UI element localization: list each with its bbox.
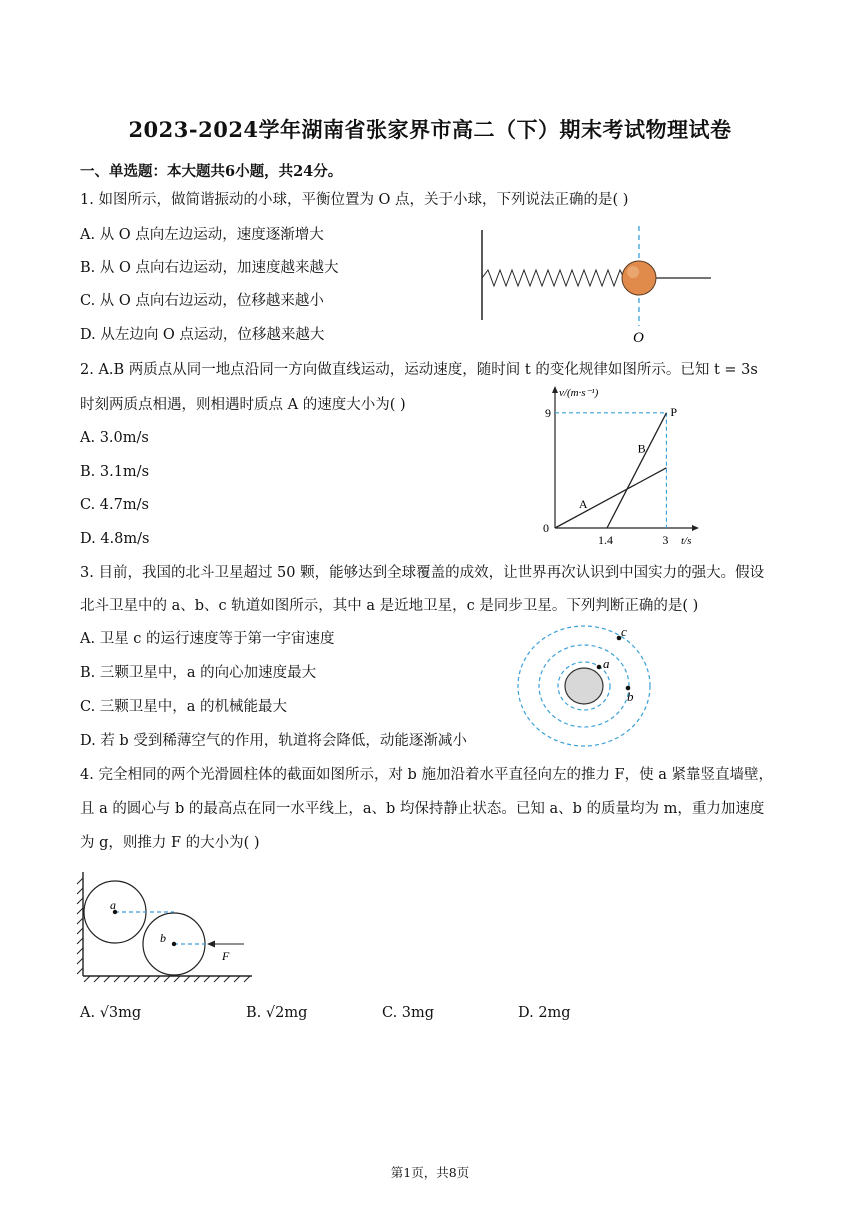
orbit-label-a: a (603, 656, 610, 671)
origin-label: O (633, 330, 644, 346)
series-label-b: B (637, 441, 646, 456)
q4-option-d[interactable]: D. 2mg (518, 1005, 571, 1021)
q1-option-a[interactable]: A. 从 O 点向左边运动，速度逐渐增大 (80, 227, 324, 243)
x-axis-label: t/s (681, 535, 692, 547)
q2-stem-line1: 2. A.B 两质点从同一地点沿同一方向做直线运动，运动速度，随时间 t 的变化规律如图所示。已知 t = 3s (80, 362, 758, 378)
q1-option-d[interactable]: D. 从左边向 O 点运动，位移越来越大 (80, 327, 325, 343)
q3-stem-line2: 北斗卫星中的 a、b、c 轨道如图所示，其中 a 是近地卫星，c 是同步卫星。下列判断正确的是( ) (80, 598, 699, 614)
q4-option-b[interactable]: B. √2mg (246, 1005, 308, 1021)
x-axis-arrow (692, 525, 699, 531)
series-label-a: A (578, 496, 588, 511)
q1-option-c[interactable]: C. 从 O 点向右边运动，位移越来越小 (80, 293, 324, 309)
spring-ball-figure (476, 226, 716, 348)
q3-option-b[interactable]: B. 三颗卫星中，a 的向心加速度最大 (80, 665, 317, 681)
q2-option-d[interactable]: D. 4.8m/s (80, 531, 150, 547)
q1-stem: 1. 如图所示，做简谐振动的小球，平衡位置为 O 点，关于小球，下列说法正确的是( ) (80, 192, 629, 208)
q3-option-c[interactable]: C. 三颗卫星中，a 的机械能最大 (80, 699, 288, 715)
q4-option-a[interactable]: A. √3mg (80, 1005, 142, 1021)
q4-option-c[interactable]: C. 3mg (382, 1005, 435, 1021)
series-line-b (607, 413, 666, 528)
q4-stem-line3: 为 g，则推力 F 的大小为( ) (80, 835, 260, 851)
y-axis-label: v/(m·s⁻¹) (559, 387, 599, 399)
satellite-orbits-figure (513, 622, 657, 752)
velocity-time-chart (535, 384, 710, 550)
q2-stem-line2: 时刻两质点相遇，则相遇时质点 A 的速度大小为( ) (80, 397, 406, 413)
page-footer: 第1页，共8页 (390, 1165, 470, 1180)
q2-option-b[interactable]: B. 3.1m/s (80, 464, 150, 480)
q2-option-a[interactable]: A. 3.0m/s (80, 430, 149, 446)
q3-option-a[interactable]: A. 卫星 c 的运行速度等于第一宇宙速度 (80, 631, 335, 647)
point-p-label: P (670, 404, 678, 419)
exam-title: 2023-2024学年湖南省张家界市高二（下）期末考试物理试卷 (128, 117, 732, 142)
q4-stem-line1: 4. 完全相同的两个光滑圆柱体的截面如图所示，对 b 施加沿着水平直径向左的推力 F，使 a 紧靠竖直墙壁， (80, 767, 773, 783)
cylinder-label-a: a (110, 898, 116, 912)
y-tick-9: 9 (545, 405, 551, 420)
q4-stem-line2: 且 a 的圆心与 b 的最高点在同一水平线上，a、b 均保持静止状态。已知 a、b 的质量均为 m，重力加速度 (80, 801, 765, 817)
cylinders-figure (74, 868, 254, 984)
q3-stem-line1: 3. 目前，我国的北斗卫星超过 50 颗，能够达到全球覆盖的成效，让世界再次认识到中国实力的强大。假设 (80, 565, 765, 581)
x-tick-1-4: 1.4 (598, 533, 613, 547)
force-label-f: F (222, 949, 230, 963)
q1-option-b[interactable]: B. 从 O 点向右边运动，加速度越来越大 (80, 260, 339, 276)
x-tick-3: 3 (662, 533, 669, 547)
series-line-a (555, 468, 666, 528)
q2-option-c[interactable]: C. 4.7m/s (80, 497, 149, 513)
y-axis-arrow (552, 386, 558, 393)
cylinder-label-b: b (160, 931, 166, 945)
orbit-label-c: c (621, 624, 627, 639)
q3-option-d[interactable]: D. 若 b 受到稀薄空气的作用，轨道将会降低，动能逐渐减小 (80, 733, 467, 749)
x-tick-0: 0 (543, 521, 549, 535)
orbit-label-b: b (627, 689, 634, 704)
section-heading: 一、单选题：本大题共6小题，共24分。 (80, 163, 343, 180)
